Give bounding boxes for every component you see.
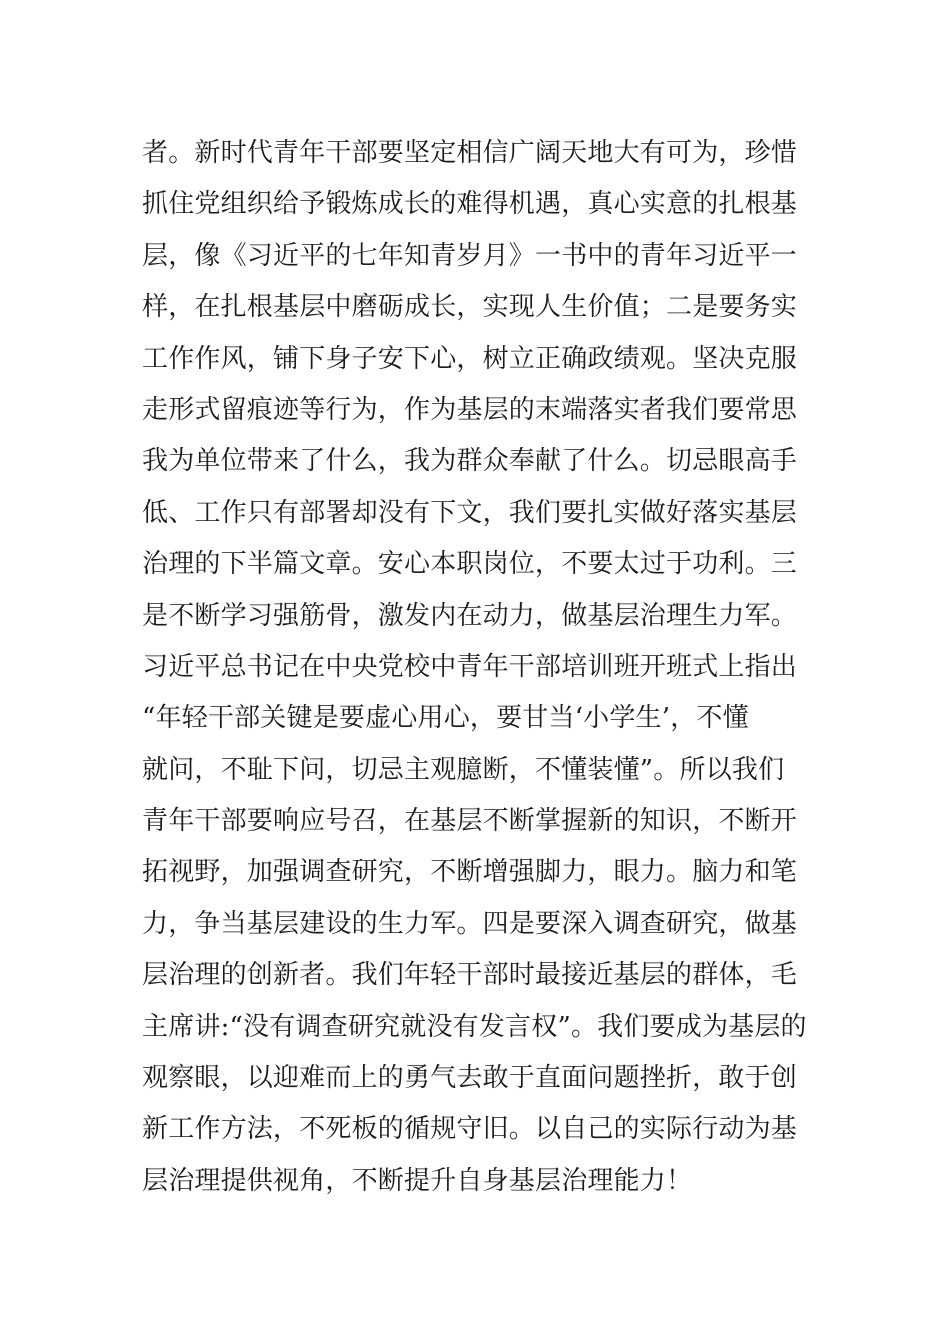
text-line: 我为单位带来了什么，我为群众奉献了什么。切忌眼高手	[142, 446, 798, 477]
text-line: 拓视野，加强调查研究，不断增强脚力，眼力。脑力和笔	[142, 857, 798, 888]
text-line: 新工作方法，不死板的循规守旧。以自己的实际行动为基	[142, 1114, 798, 1145]
text-line: 抓住党组织给予锻炼成长的难得机遇，真心实意的扎根基	[142, 189, 798, 220]
text-line: 低、工作只有部署却没有下文，我们要扎实做好落实基层	[142, 497, 798, 528]
text-line: 观察眼，以迎难而上的勇气去敢于直面问题挫折，敢于创	[142, 1063, 798, 1094]
text-line: 是不断学习强筋骨，激发内在动力，做基层治理生力军。	[142, 600, 798, 631]
text-line: 治理的下半篇文章。安心本职岗位，不要太过于功利。三	[142, 549, 798, 580]
text-line: 样，在扎根基层中磨砺成长，实现人生价值；二是要务实	[142, 292, 798, 323]
text-line: 力，争当基层建设的生力军。四是要深入调查研究，做基	[142, 908, 798, 939]
text-line: 主席讲:“没有调查研究就没有发言权”。我们要成为基层的	[142, 1011, 807, 1042]
text-line: 层，像《习近平的七年知青岁月》一书中的青年习近平一	[142, 240, 798, 271]
text-line: 者。新时代青年干部要坚定相信广阔天地大有可为，珍惜	[142, 138, 798, 168]
text-line: 层治理提供视角，不断提升自身基层治理能力！	[142, 1165, 693, 1196]
text-line: “年轻干部关键是要虚心用心，要甘当‘小学生’，不懂	[142, 703, 749, 734]
body-paragraph	[142, 128, 812, 1207]
text-line: 青年干部要响应号召，在基层不断掌握新的知识，不断开	[142, 806, 798, 837]
text-line: 工作作风，铺下身子安下心，树立正确政绩观。坚决克服	[142, 343, 798, 374]
text-line: 习近平总书记在中央党校中青年干部培训班开班式上指出	[142, 651, 798, 682]
text-line: 层治理的创新者。我们年轻干部时最接近基层的群体，毛	[142, 960, 798, 991]
text-line: 就问，不耻下问，切忌主观臆断，不懂装懂”。所以我们	[142, 754, 785, 785]
text-line: 走形式留痕迹等行为，作为基层的末端落实者我们要常思	[142, 394, 798, 425]
